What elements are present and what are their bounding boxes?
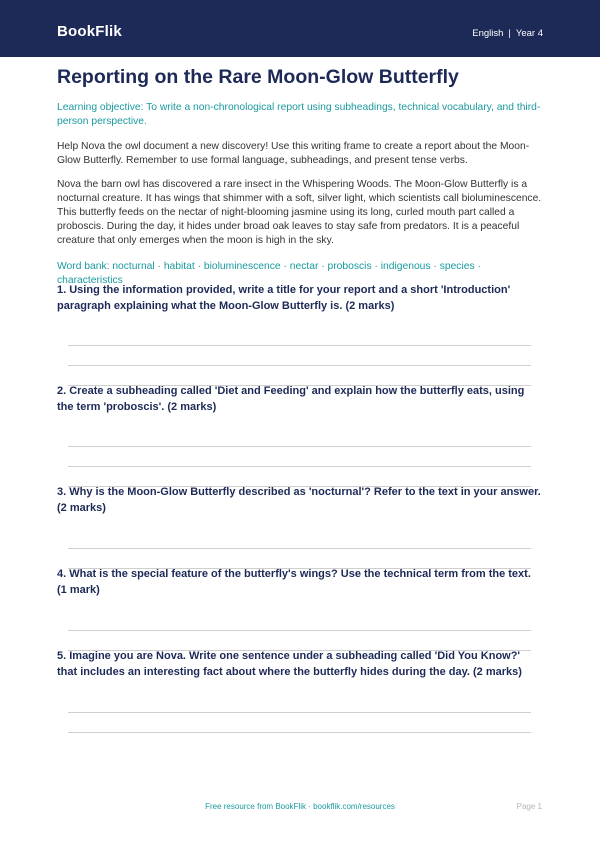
meta-separator: |	[508, 28, 511, 39]
learning-objective: Learning objective: To write a non-chronological report using subheadings, technical vocabulary, and third-person perspective.	[57, 102, 541, 127]
answer-line[interactable]	[68, 630, 531, 631]
answer-line[interactable]	[68, 446, 531, 447]
subject-year-label	[472, 28, 543, 39]
question-5: 5. Imagine you are Nova. Write one sentence under a subheading called 'Did You Know?' that includes an interesting fact about where the butterfly hides during the day. (2 marks)	[57, 650, 522, 678]
question-1: 1. Using the information provided, write a title for your report and a short 'Introduction' paragraph explaining what the Moon-Glow Butterfly is. (2 marks)	[57, 284, 511, 312]
story-paragraph: Nova the barn owl has discovered a rare insect in the Whispering Woods. The Moon-Glow Butterfly is a nocturnal creature. It has wings that shimmer with a soft, silver light, which scientists call bioluminescence. This butterfly feeds on the nectar of night-blooming jasmine using its long, curled mouth part called a proboscis. During the day, it hides under broad oak leaves to stay safe from predators. It is a peaceful creature that only emerges when the moon is high in the sky.	[57, 179, 542, 246]
word-bank: Word bank: nocturnal · habitat · bioluminescence · nectar · proboscis · indigenous · species · characteristics	[57, 261, 481, 286]
answer-line[interactable]	[68, 345, 531, 346]
question-3: 3. Why is the Moon-Glow Butterfly described as 'nocturnal'? Refer to the text in your answer. (2 marks)	[57, 486, 541, 514]
year-label: Year 4	[515, 28, 543, 39]
instructions-paragraph: Help Nova the owl document a new discovery! Use this writing frame to create a report about the Moon-Glow Butterfly. Remember to use formal language, subheadings, and present tense verbs.	[57, 141, 530, 166]
answer-line[interactable]	[68, 548, 531, 549]
question-4: 4. What is the special feature of the butterfly's wings? Use the technical term from the text. (1 mark)	[57, 568, 531, 596]
subject-label: English	[472, 28, 504, 39]
answer-line[interactable]	[68, 365, 531, 366]
answer-line[interactable]	[68, 466, 531, 467]
worksheet-intro	[57, 66, 543, 288]
answer-line[interactable]	[68, 712, 531, 713]
worksheet-title: Reporting on the Rare Moon-Glow Butterfly	[57, 66, 459, 88]
page-header	[0, 0, 600, 57]
footer-credit: Free resource from BookFlik · bookflik.com/resources	[205, 802, 395, 811]
answer-line[interactable]	[68, 732, 531, 733]
brand-logo: BookFlik	[57, 23, 122, 40]
page-number: Page 1	[516, 802, 542, 811]
question-2: 2. Create a subheading called 'Diet and Feeding' and explain how the butterfly eats, using the term 'proboscis'. (2 marks)	[57, 385, 525, 413]
